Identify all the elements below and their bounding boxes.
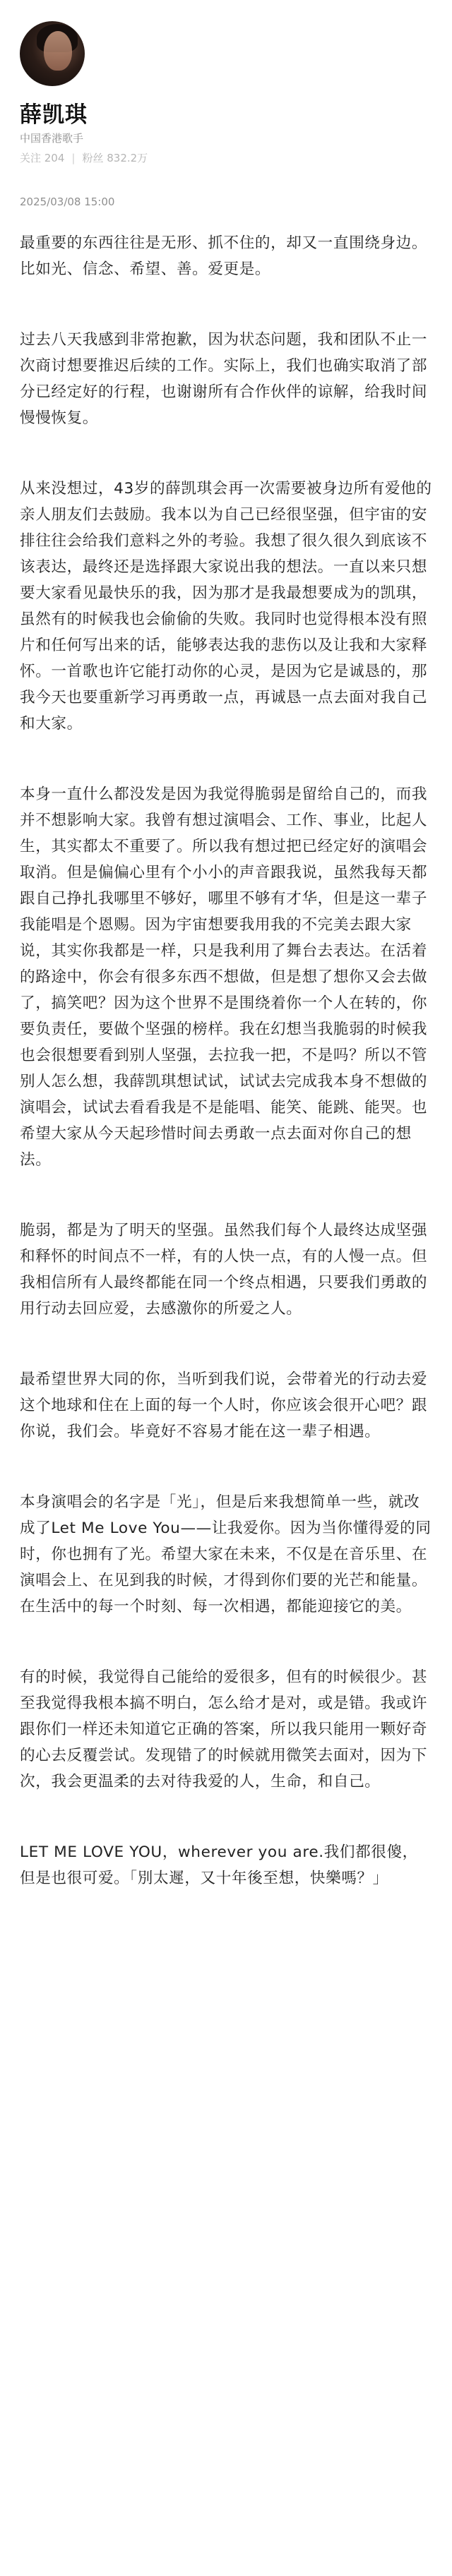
- post-paragraph: 最希望世界大同的你，当听到我们说，会带着光的行动去爱这个地球和住在上面的每一个人时，你应该会很开心吧？跟你说，我们会。毕竟好不容易才能在这一辈子相遇。: [20, 1371, 428, 1440]
- avatar-face-shape: [44, 31, 72, 71]
- profile-name[interactable]: 薛凯琪: [20, 102, 88, 128]
- post-paragraph: 过去八天我感到非常抱歉，因为状态问题，我和团队不止一次商讨想要推迟后续的工作。实际上，我们也确实取消了部分已经定好的行程，也谢谢所有合作伙伴的谅解，给我时间慢慢恢复。: [20, 331, 428, 427]
- stats-divider: |: [71, 152, 76, 164]
- post-paragraph: 脆弱，都是为了明天的坚强。虽然我们每个人最终达成坚强和释怀的时间点不一样，有的人快一点，有的人慢一点。但我相信所有人最终都能在同一个终点相遇，只要我们勇敢的用行动去回应爱，去感激你的所爱之人。: [20, 1222, 428, 1318]
- profile-subtitle: 中国香港歌手: [20, 132, 84, 145]
- following-count[interactable]: 关注 204: [20, 152, 65, 164]
- post-paragraph: LET ME LOVE YOU，wherever you are.我们都很傻，但是也很可爱。「別太遲，又十年後至想，快樂嗎？」: [20, 1843, 418, 1887]
- post-paragraph: 从来没想过，43岁的薛凯琪会再一次需要被身边所有爱他的亲人朋友们去鼓励。我本以为自己已经很坚强，但宇宙的安排往往会给我们意料之外的考验。我想了很久很久到底该不该表达，最终还是选择跟大家说出我的想法。一直以来只想要大家看见最快乐的我，因为那才是我最想要成为的凯琪，虽然有的时候我也会偷偷的失败。我同时也觉得根本没有照片和任何写出来的话，能够表达我的悲伤以及让我和大家释怀。一首歌也许它能打动你的心灵，是因为它是诚恳的，那我今天也要重新学习再勇敢一点，再诚恳一点去面对我自己和大家。: [20, 480, 432, 733]
- profile-header: [20, 0, 432, 165]
- post-paragraph: 本身一直什么都没发是因为我觉得脆弱是留给自己的，而我并不想影响大家。我曾有想过演唱会、工作、事业，比起人生，其实都太不重要了。所以我有想过把已经定好的演唱会取消。但是偏偏心里有个小小的声音跟我说，虽然我每天都跟自己挣扎我哪里不够好，哪里不够有才华，但是这一辈子我能唱是个恩赐。因为宇宙想要我用我的不完美去跟大家说，其实你我都是一样，只是我利用了舞台去表达。在活着的路途中，你会有很多东西不想做，但是想了想你又会去做了，搞笑吧？因为这个世界不是围绕着你一个人在转的，你要负责任，要做个坚强的榜样。我在幻想当我脆弱的时候我也会很想要看到别人坚强，去拉我一把，不是吗？所以不管别人怎么想，我薛凯琪想试试，试试去完成我本身不想做的演唱会，试试去看看我是不是能唱、能笑、能跳、能哭。也希望大家从今天起珍惜时间去勇敢一点去面对你自己的想法。: [20, 786, 428, 1169]
- post-body: [20, 230, 432, 1891]
- followers-count[interactable]: 粉丝 832.2万: [82, 152, 148, 164]
- post-paragraph: 本身演唱会的名字是「光」，但是后来我想简单一些，就改成了Let Me Love You——让我爱你。因为当你懂得爱的同时，你也拥有了光。希望大家在未来，不仅是在音乐里、在演唱会上、在见到我的时候，才得到你们要的光芒和能量。在生活中的每一个时刻、每一次相遇，都能迎接它的美。: [20, 1493, 432, 1615]
- post-paragraph: 最重要的东西往往是无形、抓不住的，却又一直围绕身边。比如光、信念、希望、善。爱更是。: [20, 234, 428, 278]
- profile-stats: [20, 151, 432, 165]
- post-date: 2025/03/08 15:00: [20, 195, 115, 208]
- post-paragraph: 有的时候，我觉得自己能给的爱很多，但有的时候很少。甚至我觉得我根本搞不明白，怎么给才是对，或是错。我或许跟你们一样还未知道它正确的答案，所以我只能用一颗好奇的心去反覆尝试。发现错了的时候就用微笑去面对，因为下次，我会更温柔的去对待我爱的人，生命，和自己。: [20, 1668, 428, 1790]
- avatar[interactable]: [20, 21, 85, 86]
